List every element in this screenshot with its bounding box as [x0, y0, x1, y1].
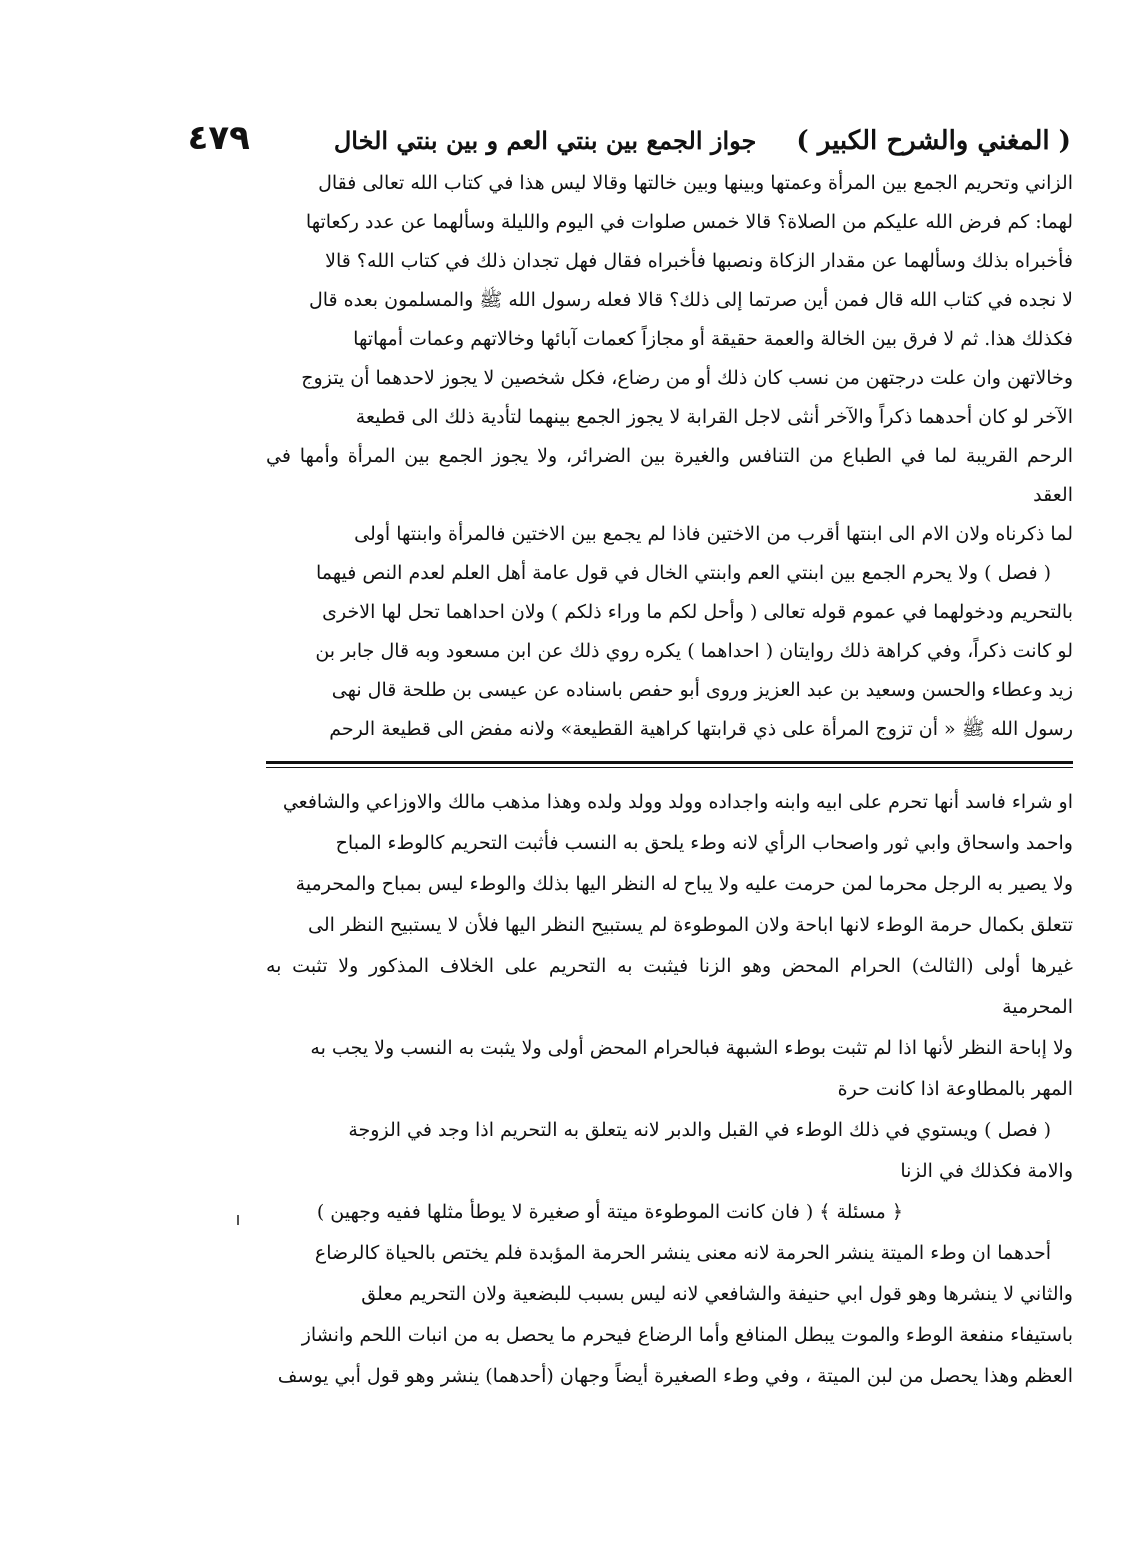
text-line: بالتحريم ودخولهما في عموم قوله تعالى ( وأحل لكم ما وراء ذلكم ) ولان احداهما تحل لها الاخرى — [322, 601, 1073, 623]
text-line: باستيفاء منفعة الوطء والموت يبطل المنافع وأما الرضاع فيحرم ما يحصل به من انبات اللحم وانشاز — [301, 1324, 1073, 1346]
separator-thick-rule — [266, 761, 1073, 764]
text-line: رسول الله ﷺ « أن تزوج المرأة على ذي قرابتها كراهية القطيعة» ولانه مفض الى قطيعة الرحم — [329, 718, 1073, 740]
commentary-text — [266, 782, 1073, 1397]
text-line: ولا يصير به الرجل محرما لمن حرمت عليه ولا يباح له النظر اليها بذلك والوطء ليس بمباح والمحرمية — [295, 873, 1073, 895]
text-line: لهما: كم فرض الله عليكم من الصلاة؟ قالا خمس صلوات في اليوم والليلة وسألهما عن عدد ركعاتها — [305, 211, 1073, 233]
text-line: واحمد واسحاق وابي ثور واصحاب الرأي لانه وطء يلحق به النسب فأثبت التحريم كالوطء المباح — [335, 832, 1073, 854]
text-line: لو كانت ذكراً، وفي كراهة ذلك روايتان ( احداهما ) يكره روي ذلك عن ابن مسعود وبه قال جابر بن — [315, 640, 1073, 662]
book-title: ( المغني والشرح الكبير ) — [796, 126, 1071, 156]
section-heading-line: ( فصل ) ولا يحرم الجمع بين ابنتي العم وابنتي الخال في قول عامة أهل العلم لعدم النص فيهما — [315, 562, 1051, 584]
text-line: تتعلق بكمال حرمة الوطء لانها اباحة ولان الموطوءة لم يستبيح النظر اليها فلأن لا يستبيح النظر الى — [308, 914, 1073, 936]
section-heading-line: ( فصل ) ويستوي في ذلك الوطء في القبل والدبر لانه يتعلق به التحريم اذا وجد في الزوجة — [348, 1119, 1051, 1141]
text-line: لما ذكرناه ولان الام الى ابنتها أقرب من الاختين فاذا لم يجمع بين الاختين فالمرأة وابنتها أولى — [354, 523, 1073, 545]
text-line: او شراء فاسد أنها تحرم على ابيه وابنه واجداده وولد وولد ولده وهذا مذهب مالك والاوزاعي والشافعي — [282, 791, 1073, 813]
text-line: غيرها أولى (الثالث) الحرام المحض وهو الزنا فيثبت به التحريم على الخلاف المذكور ولا تثبت به المحرمية — [266, 955, 1073, 1018]
issue-heading-line: ﴿ مسئلة ﴾ ( فان كانت الموطوءة ميتة أو صغيرة لا يوطأ مثلها ففيه وجهين ) — [316, 1201, 903, 1223]
text-line: أحدهما ان وطء الميتة ينشر الحرمة لانه معنى ينشر الحرمة المؤبدة فلم يختص بالحياة كالرضاع — [314, 1242, 1051, 1264]
text-line: والامة فكذلك في الزنا — [900, 1160, 1073, 1182]
chapter-title: جواز الجمع بين بنتي العم و بين بنتي الخال — [333, 126, 757, 155]
text-line: الزاني وتحريم الجمع بين المرأة وعمتها وبينها وبين خالتها وقالا ليس هذا في كتاب الله تعالى فقال — [318, 172, 1073, 194]
text-line: فكذلك هذا. ثم لا فرق بين الخالة والعمة حقيقة أو مجازاً كعمات آبائها وخالاتهم وعمات أمهاتها — [353, 328, 1073, 350]
main-text — [266, 164, 1073, 749]
text-line: فأخبراه بذلك وسألهما عن مقدار الزكاة ونصبها فأخبراه فقال فهل تجدان ذلك في كتاب الله؟ قالا — [325, 250, 1073, 272]
margin-mark — [237, 1215, 239, 1225]
text-line: المهر بالمطاوعة اذا كانت حرة — [837, 1078, 1073, 1100]
separator-thin-rule — [266, 767, 1073, 768]
text-line: وخالاتهن وان علت درجتهن من نسب كان ذلك أو من رضاع، فكل شخصين لا يجوز لاحدهما أن يتزوج — [301, 367, 1073, 389]
section-separator — [266, 761, 1073, 768]
text-line: ولا إباحة النظر لأنها اذا لم تثبت بوطء الشبهة فبالحرام المحض أولى ولا يثبت به النسب ولا يجب به — [310, 1037, 1073, 1059]
running-header — [187, 118, 1073, 158]
text-line: والثاني لا ينشرها وهو قول ابي حنيفة والشافعي لانه ليس بسبب للبضعية ولان التحريم معلق — [361, 1283, 1073, 1305]
page-number: ٤٧٩ — [187, 118, 250, 158]
text-line: الآخر لو كان أحدهما ذكراً والآخر أنثى لاجل القرابة لا يجوز الجمع بينهما لتأدية ذلك الى قطيعة — [355, 406, 1073, 428]
text-line: لا نجده في كتاب الله قال فمن أين صرتما إلى ذلك؟ قالا فعله رسول الله ﷺ والمسلمون بعده قال — [308, 289, 1073, 311]
text-line: زيد وعطاء والحسن وسعيد بن عبد العزيز وروى أبو حفص باسناده عن عيسى بن طلحة قال نهى — [331, 679, 1073, 701]
text-line: الرحم القريبة لما في الطباع من التنافس والغيرة بين الضرائر، ولا يجوز الجمع بين المرأة وأمها في العقد — [266, 445, 1073, 506]
text-line: العظم وهذا يحصل من لبن الميتة ، وفي وطء الصغيرة أيضاً وجهان (أحدهما) ينشر وهو قول أبي يوسف — [277, 1365, 1073, 1387]
